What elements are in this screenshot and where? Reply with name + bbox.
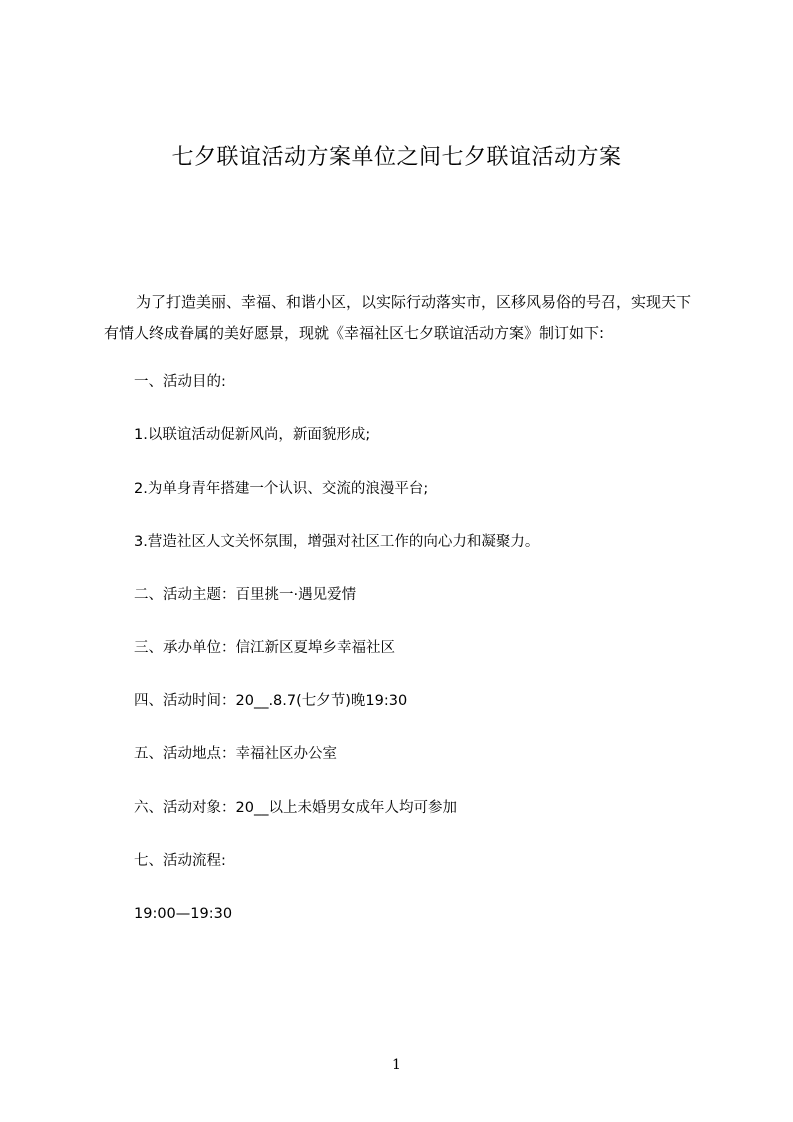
section-participants: 六、活动对象：20__以上未婚男女成年人均可参加 (134, 800, 457, 816)
section-location: 五、活动地点：幸福社区办公室 (134, 746, 337, 762)
section-process-heading: 七、活动流程: (134, 853, 226, 869)
process-time-slot: 19:00—19:30 (134, 906, 233, 922)
purpose-item-3: 3.营造社区人文关怀氛围，增强对社区工作的向心力和凝聚力。 (134, 534, 540, 550)
intro-paragraph: 为了打造美丽、幸福、和谐小区，以实际行动落实市，区移风易俗的号召，实现天下有情人终成眷属的美好愿景，现就《幸福社区七夕联谊活动方案》制订如下: (104, 293, 692, 342)
section-time: 四、活动时间：20__.8.7(七夕节)晚19:30 (134, 693, 408, 709)
section-purpose-heading: 一、活动目的: (134, 374, 226, 390)
page-number: 1 (392, 1057, 401, 1073)
document-title: 七夕联谊活动方案单位之间七夕联谊活动方案 (171, 145, 622, 170)
section-organizer: 三、承办单位：信江新区夏埠乡幸福社区 (134, 640, 395, 656)
purpose-item-1: 1.以联谊活动促新风尚，新面貌形成; (134, 427, 371, 443)
purpose-item-2: 2.为单身青年搭建一个认识、交流的浪漫平台; (134, 481, 429, 497)
section-theme: 二、活动主题：百里挑一·遇见爱情 (134, 587, 357, 603)
